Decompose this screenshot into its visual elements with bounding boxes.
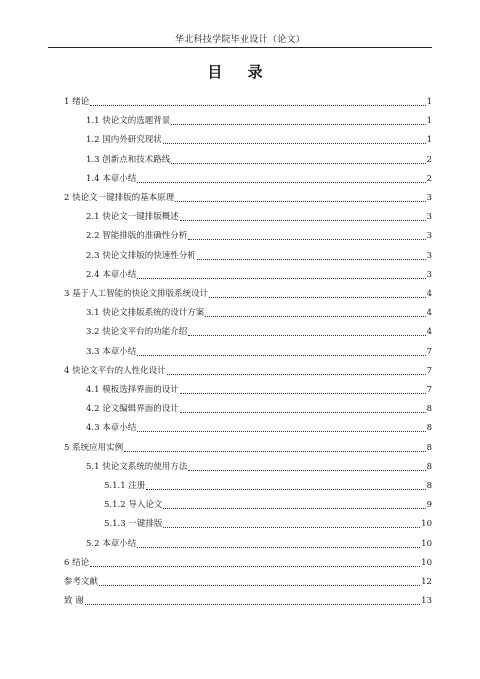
toc-entry-label: 3.2 快论文平台的功能介绍 — [86, 327, 188, 338]
toc-leader-dots — [180, 411, 426, 413]
toc-entry-label: 5.1.1 注册 — [104, 481, 146, 491]
toc-entry[interactable] — [86, 402, 432, 415]
toc-leader-dots — [209, 296, 425, 298]
toc-entry-page: 10 — [421, 557, 432, 568]
toc-entry-page: 13 — [421, 596, 432, 607]
toc-leader-dots — [188, 238, 425, 240]
toc-entry-page: 3 — [426, 250, 432, 261]
toc-leader-dots — [85, 603, 420, 605]
toc-entry[interactable] — [86, 133, 432, 146]
toc-entry[interactable] — [64, 594, 432, 607]
toc-leader-dots — [137, 430, 425, 432]
toc-leader-dots — [175, 200, 425, 202]
toc-entry-page: 1 — [426, 116, 432, 127]
header-rule — [48, 47, 432, 48]
toc-leader-dots — [197, 258, 426, 260]
toc-entry-page: 1 — [426, 97, 432, 107]
toc-entry[interactable] — [86, 210, 432, 223]
toc-entry[interactable] — [104, 479, 432, 492]
toc-entry-page: 4 — [426, 289, 432, 299]
toc-entry-label: 1.2 国内外研究现状 — [86, 135, 162, 146]
toc-entry-page: 8 — [426, 461, 432, 472]
toc-entry-label: 参考文献 — [64, 577, 99, 587]
toc-entry-page: 8 — [426, 404, 432, 415]
toc-entry-page: 3 — [426, 231, 432, 242]
toc-entry-label: 5 系统应用实例 — [64, 442, 124, 453]
toc-entry[interactable] — [86, 345, 432, 358]
toc-entry[interactable] — [86, 306, 432, 319]
toc-leader-dots — [163, 507, 425, 509]
toc-entry[interactable] — [64, 364, 432, 377]
toc-entry-page: 2 — [426, 154, 432, 165]
toc-entry-label: 3.1 快论文排版系统的设计方案 — [86, 308, 205, 319]
toc-entry[interactable] — [86, 249, 432, 262]
toc-leader-dots — [188, 469, 425, 471]
toc-entry-page: 3 — [426, 193, 432, 203]
toc-entry-page: 2 — [426, 173, 432, 184]
toc-entry-page: 8 — [426, 442, 432, 453]
toc-entry-page: 7 — [426, 346, 432, 357]
toc-entry-page: 7 — [426, 385, 432, 395]
toc-entry[interactable] — [104, 517, 432, 530]
toc-title: 目 录 — [207, 63, 273, 81]
toc-entry-page: 10 — [421, 538, 432, 549]
toc-entry[interactable] — [64, 441, 432, 454]
toc-entry-page: 4 — [426, 327, 432, 338]
toc-entry-label: 5.1.3 一键排版 — [104, 519, 163, 530]
toc-entry-label: 1.1 快论文的选题背景 — [86, 116, 171, 127]
toc-entry[interactable] — [64, 575, 432, 588]
toc-entry-page: 8 — [426, 423, 432, 434]
toc-entry[interactable] — [86, 268, 432, 281]
toc-entry[interactable] — [86, 153, 432, 166]
toc-entry-label: 5.2 本章小结 — [86, 538, 137, 549]
toc-leader-dots — [180, 219, 426, 221]
toc-entry-label: 3 基于人工智能的快论文排版系统设计 — [64, 289, 209, 299]
toc-entry-label: 2.3 快论文排版的快速性分析 — [86, 250, 196, 261]
toc-leader-dots — [90, 565, 420, 567]
toc-leader-dots — [171, 162, 425, 164]
toc-entry[interactable] — [86, 383, 432, 396]
toc-entry-page: 3 — [426, 212, 432, 223]
toc-entry-label: 4.2 论文编辑界面的设计 — [86, 404, 179, 415]
toc-leader-dots — [124, 450, 425, 452]
page-header: 华北科技学院毕业设计（论文） — [174, 35, 306, 45]
toc-entry-page: 1 — [426, 135, 432, 146]
toc-entry-label: 1.4 本章小结 — [86, 173, 137, 184]
toc-leader-dots — [167, 373, 426, 375]
toc-entry-page: 12 — [421, 577, 432, 587]
toc-entry-label: 致 谢 — [64, 596, 84, 607]
toc-entry[interactable] — [86, 325, 432, 338]
toc-entry[interactable] — [86, 537, 432, 550]
toc-leader-dots — [163, 526, 420, 528]
toc-entry-page: 8 — [426, 481, 432, 491]
toc-entry[interactable] — [86, 172, 432, 185]
toc-entry-page: 10 — [421, 519, 432, 530]
toc-entry[interactable] — [64, 556, 432, 569]
toc-leader-dots — [99, 584, 420, 586]
toc-entry-label: 2.2 智能排版的准确性分析 — [86, 231, 188, 242]
toc-entry[interactable] — [64, 191, 432, 204]
toc-entry-label: 1 绪论 — [64, 97, 90, 107]
toc-entry-label: 6 结论 — [64, 557, 90, 568]
toc-entry[interactable] — [64, 95, 432, 108]
toc-entry-label: 1.3 创新点和技术路线 — [86, 154, 171, 165]
toc-entry[interactable] — [86, 229, 432, 242]
toc-entry-label: 4 快论文平台的人性化设计 — [64, 365, 166, 376]
toc-leader-dots — [137, 277, 425, 279]
toc-leader-dots — [180, 392, 426, 394]
toc-entry-label: 2 快论文一键排版的基本原理 — [64, 193, 175, 203]
toc-entry[interactable] — [86, 460, 432, 473]
toc-entry[interactable] — [104, 498, 432, 511]
toc-leader-dots — [90, 104, 425, 106]
toc-leader-dots — [137, 181, 425, 183]
toc-entry-page: 7 — [426, 365, 432, 376]
toc-entry-label: 4.3 本章小结 — [86, 423, 137, 434]
toc-entry-label: 4.1 模板选择界面的设计 — [86, 385, 179, 395]
toc-entry-label: 3.3 本章小结 — [86, 346, 137, 357]
toc-leader-dots — [137, 546, 420, 548]
toc-entry-page: 9 — [426, 500, 432, 511]
toc-entry-page: 4 — [426, 308, 432, 319]
toc-entry-label: 2.1 快论文一键排版概述 — [86, 212, 179, 223]
toc-leader-dots — [205, 315, 425, 317]
toc-entry[interactable] — [86, 421, 432, 434]
toc-leader-dots — [171, 123, 425, 125]
toc-entry[interactable] — [86, 114, 432, 127]
toc-leader-dots — [137, 354, 425, 356]
toc-leader-dots — [188, 334, 425, 336]
toc-entry-label: 5.1 快论文系统的使用方法 — [86, 461, 188, 472]
toc-entry-label: 5.1.2 导入论文 — [104, 500, 163, 511]
toc-entry-label: 2.4 本章小结 — [86, 269, 137, 280]
toc-leader-dots — [163, 142, 426, 144]
toc-entry-page: 3 — [426, 269, 432, 280]
toc-leader-dots — [146, 488, 425, 490]
toc-entry[interactable] — [64, 287, 432, 300]
